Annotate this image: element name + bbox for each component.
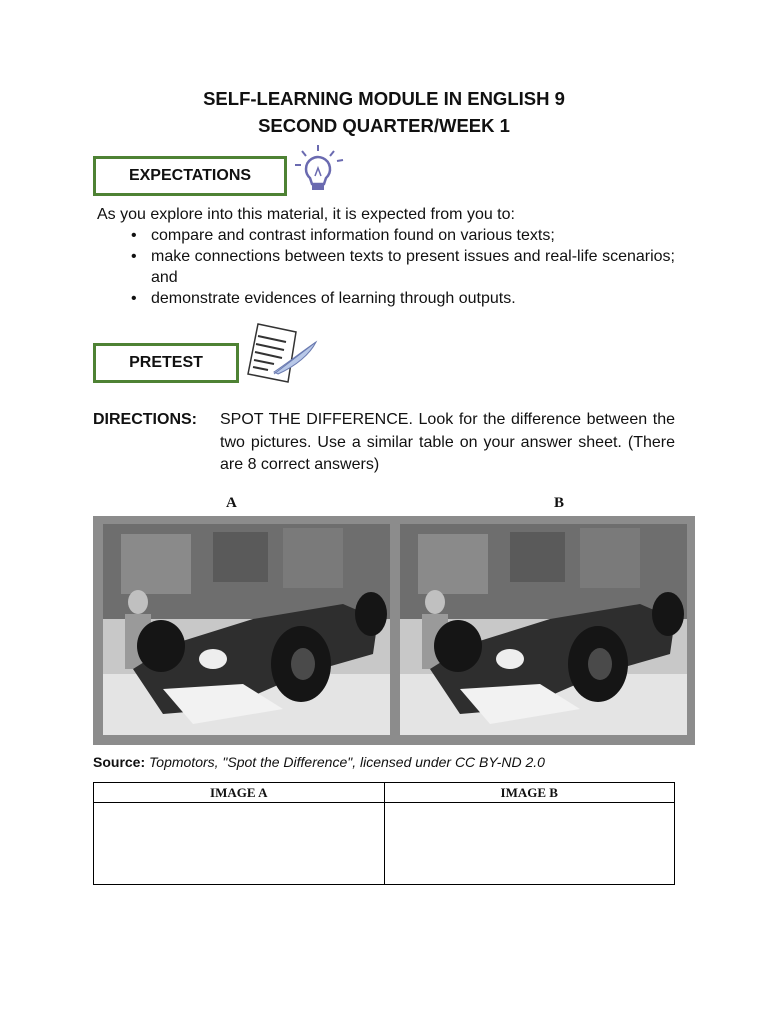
module-subtitle: SECOND QUARTER/WEEK 1 bbox=[258, 115, 510, 136]
race-car-photo-a bbox=[103, 524, 390, 735]
pretest-heading-box bbox=[93, 343, 239, 383]
race-car-photo-b bbox=[400, 524, 687, 735]
directions-label: DIRECTIONS: bbox=[93, 411, 197, 428]
table-cell-image-b bbox=[384, 803, 675, 885]
expectations-intro: As you explore into this material, it is expected from you to: bbox=[97, 206, 515, 223]
table-header-image-b: IMAGE B bbox=[384, 783, 675, 803]
answer-table bbox=[93, 782, 675, 885]
module-title: SELF-LEARNING MODULE IN ENGLISH 9 bbox=[203, 88, 565, 109]
source-caption bbox=[93, 754, 545, 770]
list-item: • make connections between texts to present issues and real-life scenarios; and bbox=[131, 248, 675, 286]
expectations-list bbox=[131, 225, 675, 309]
table-header-image-a: IMAGE A bbox=[94, 783, 385, 803]
list-item: • compare and contrast information found on various texts; bbox=[131, 227, 555, 244]
image-label-b: B bbox=[554, 495, 565, 511]
expectations-heading-box bbox=[93, 156, 287, 196]
expectations-heading: EXPECTATIONS bbox=[128, 167, 252, 184]
pretest-heading: PRETEST bbox=[129, 354, 203, 371]
directions-text: SPOT THE DIFFERENCE. Look for the difference between the two pictures. Use a similar table on your answer sheet. (There are 8 correct answers) bbox=[220, 411, 675, 473]
lightbulb-icon bbox=[293, 143, 345, 195]
document-quill-icon bbox=[244, 322, 320, 384]
list-item: • demonstrate evidences of learning through outputs. bbox=[131, 290, 516, 307]
table-cell-image-a bbox=[94, 803, 385, 885]
source-text: Topmotors, "Spot the Difference", licensed under CC BY-ND 2.0 bbox=[149, 754, 545, 770]
image-label-a: A bbox=[226, 495, 237, 511]
source-label: Source: bbox=[93, 754, 146, 770]
spot-difference-photos bbox=[93, 516, 695, 745]
